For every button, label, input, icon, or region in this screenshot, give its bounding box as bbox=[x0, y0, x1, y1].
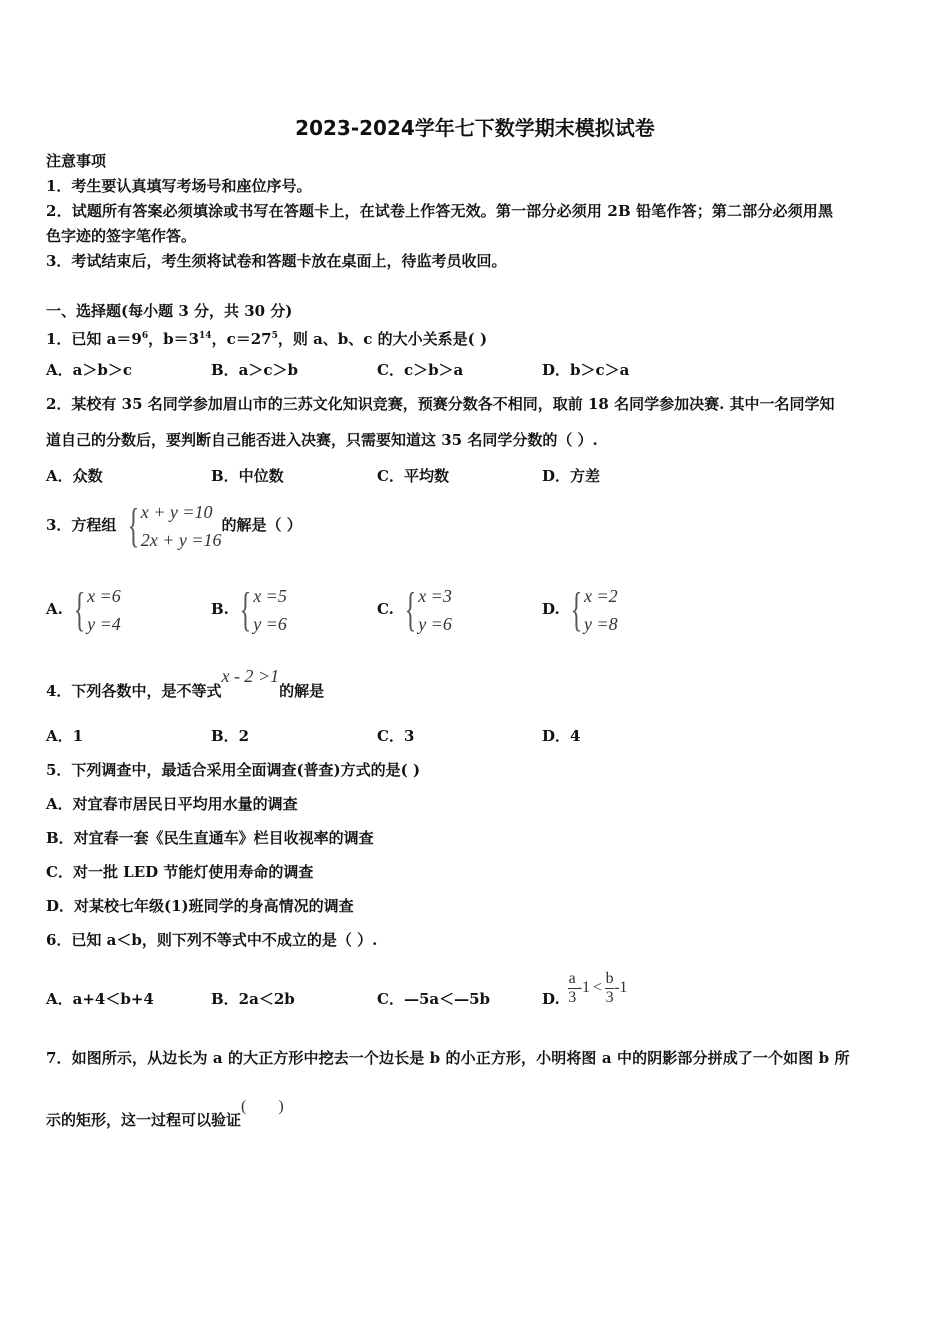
q5-option-d: D．对某校七年级(1)班同学的身高情况的调查 bbox=[46, 897, 354, 915]
question-2-line2: 道自己的分数后，要判断自己能否进入决赛，只需要知道这 35 名同学分数的（ ）. bbox=[46, 431, 598, 449]
q2-option-d: D．方差 bbox=[542, 467, 601, 485]
solution-y: y =8 bbox=[583, 614, 618, 634]
equation: x + y =10 bbox=[140, 502, 213, 522]
notice-item: 3．考试结束后，考生须将试卷和答题卡放在桌面上，待监考员收回。 bbox=[46, 252, 507, 270]
question-7-line2 bbox=[46, 1098, 284, 1131]
q3-text: 的解是（ ） bbox=[221, 516, 302, 534]
q1-exp: 6 bbox=[141, 331, 149, 341]
q1-text: ，则 a、b、c 的大小关系是( ) bbox=[277, 330, 488, 348]
numerator: b bbox=[605, 969, 614, 987]
q1-option-d: D．b＞c＞a bbox=[542, 361, 630, 379]
q3-text: 3．方程组 bbox=[46, 516, 117, 534]
brace-icon: { bbox=[73, 583, 86, 636]
option-label: C. bbox=[377, 600, 394, 618]
less-than: < bbox=[593, 979, 603, 996]
fraction bbox=[568, 970, 577, 1007]
denominator: 3 bbox=[568, 988, 577, 1006]
q5-option-c: C．对一批 LED 节能灯使用寿命的调查 bbox=[46, 863, 314, 881]
minus-one: -1 bbox=[576, 979, 591, 996]
solution-y: y =4 bbox=[87, 614, 121, 634]
q1-exp: 5 bbox=[271, 331, 278, 341]
q1-option-a: A．a＞b＞c bbox=[46, 361, 132, 379]
q3-option-b bbox=[211, 582, 287, 638]
q7-text: 示的矩形，这一过程可以验证 bbox=[46, 1111, 242, 1129]
solution-y: y =6 bbox=[253, 614, 287, 634]
q1-option-c: C．c＞b＞a bbox=[377, 361, 464, 379]
q4-option-d: D．4 bbox=[542, 727, 581, 745]
equation-system bbox=[122, 498, 222, 554]
notice-item: 色字迹的签字笔作答。 bbox=[46, 227, 197, 245]
q5-option-a: A．对宜春市居民日平均用水量的调查 bbox=[46, 795, 298, 813]
page-title: 2023-2024学年七下数学期末模拟试卷 bbox=[295, 116, 655, 140]
notice-item: 2．试题所有答案必须填涂或书写在答题卡上，在试卷上作答无效。第一部分必须用 2B 铅笔作答；第二部分必须用黑 bbox=[46, 202, 834, 220]
section-heading: 一、选择题(每小题 3 分，共 30 分) bbox=[46, 302, 293, 320]
question-2-line1: 2．某校有 35 名同学参加眉山市的三苏文化知识竞赛，预赛分数各不相同，取前 18 名同学参加决赛. 其中一名同学知 bbox=[46, 395, 835, 413]
inequality: x - 2 >1 bbox=[221, 666, 280, 686]
brace-icon: { bbox=[239, 583, 252, 636]
question-3 bbox=[46, 498, 302, 554]
q6-option-a: A．a+4＜b+4 bbox=[46, 990, 154, 1008]
fraction bbox=[605, 970, 614, 1007]
answer-paren: ( ) bbox=[241, 1098, 284, 1115]
question-1 bbox=[46, 326, 487, 349]
brace-icon: { bbox=[570, 583, 583, 636]
denominator: 3 bbox=[605, 988, 614, 1006]
minus-one: -1 bbox=[614, 979, 628, 996]
q4-option-a: A．1 bbox=[46, 727, 84, 745]
q2-option-b: B．中位数 bbox=[211, 467, 284, 485]
q1-text: ，c＝27 bbox=[211, 330, 272, 348]
solution-x: x =6 bbox=[87, 586, 121, 606]
question-5: 5．下列调查中，最适合采用全面调查(普查)方式的是( ) bbox=[46, 761, 421, 779]
solution-y: y =6 bbox=[418, 614, 452, 634]
question-4 bbox=[46, 666, 325, 701]
q1-option-b: B．a＞c＞b bbox=[211, 361, 299, 379]
q6-option-c: C．—5a＜—5b bbox=[377, 990, 491, 1008]
option-label: D. bbox=[542, 600, 560, 618]
solution-x: x =5 bbox=[253, 586, 287, 606]
q6-option-d bbox=[542, 966, 627, 1010]
question-6: 6．已知 a＜b，则下列不等式中不成立的是（ ）. bbox=[46, 931, 378, 949]
notice-item: 1．考生要认真填写考场号和座位序号。 bbox=[46, 177, 312, 195]
q3-option-c bbox=[377, 582, 452, 638]
q2-option-a: A．众数 bbox=[46, 467, 103, 485]
brace-icon: { bbox=[127, 499, 139, 552]
solution-x: x =3 bbox=[418, 586, 452, 606]
q3-option-a bbox=[46, 582, 121, 638]
q1-text: 1．已知 a＝9 bbox=[46, 330, 142, 348]
q4-option-c: C．3 bbox=[377, 727, 415, 745]
q3-option-d bbox=[542, 582, 618, 638]
option-label: A. bbox=[46, 600, 63, 618]
q4-option-b: B．2 bbox=[211, 727, 250, 745]
q5-option-b: B．对宜春一套《民生直通车》栏目收视率的调查 bbox=[46, 829, 374, 847]
q4-text: 4．下列各数中，是不等式 bbox=[46, 682, 222, 700]
q1-exp: 14 bbox=[199, 331, 212, 341]
option-label: B. bbox=[211, 600, 229, 618]
numerator: a bbox=[568, 969, 576, 987]
q2-option-c: C．平均数 bbox=[377, 467, 449, 485]
q6-option-b: B．2a＜2b bbox=[211, 990, 295, 1008]
equation: 2x + y =16 bbox=[140, 530, 222, 550]
question-7-line1: 7．如图所示，从边长为 a 的大正方形中挖去一个边长是 b 的小正方形，小明将图 a 中的阴影部分拼成了一个如图 b 所 bbox=[46, 1049, 850, 1067]
notice-heading: 注意事项 bbox=[46, 152, 107, 170]
brace-icon: { bbox=[404, 583, 417, 636]
option-label: D. bbox=[542, 990, 560, 1008]
solution-x: x =2 bbox=[583, 586, 618, 606]
q1-text: ，b＝3 bbox=[148, 330, 200, 348]
q4-text: 的解是 bbox=[279, 682, 325, 700]
